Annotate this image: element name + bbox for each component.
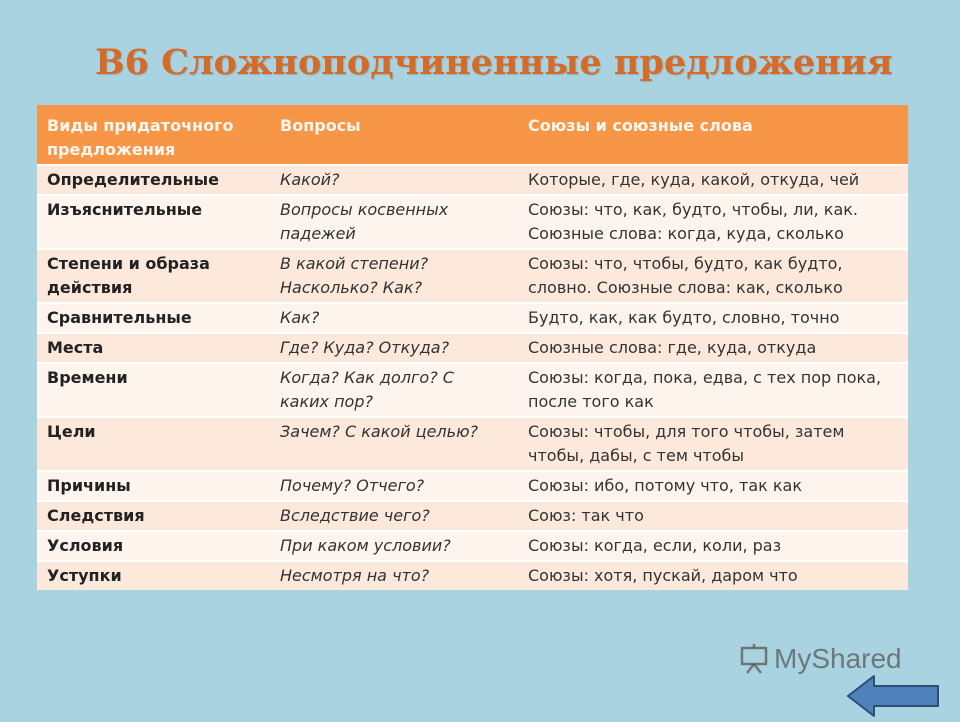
question-cell: Когда? Как долго? С каких пор? — [270, 363, 518, 417]
table-row — [37, 303, 908, 333]
question-cell: Почему? Отчего? — [270, 471, 518, 501]
question-cell: Какой? — [270, 165, 518, 195]
clause-type-cell: Причины — [37, 471, 270, 501]
clause-type-cell: Уступки — [37, 561, 270, 590]
table-header-row — [37, 105, 908, 165]
question-cell: В какой степени? Насколько? Как? — [270, 249, 518, 303]
header-conjunctions: Союзы и союзные слова — [518, 105, 908, 165]
watermark-text: MyShared — [774, 643, 902, 674]
conjunctions-cell: Союз: так что — [518, 501, 908, 531]
table-row — [37, 249, 908, 303]
conjunctions-cell: Которые, где, куда, какой, откуда, чей — [518, 165, 908, 195]
conjunctions-cell: Союзы: хотя, пускай, даром что — [518, 561, 908, 590]
table-row — [37, 333, 908, 363]
table-row — [37, 363, 908, 417]
clause-type-cell: Условия — [37, 531, 270, 561]
back-button[interactable] — [846, 674, 940, 718]
presentation-icon — [740, 644, 768, 674]
table-row — [37, 195, 908, 249]
clause-type-cell: Времени — [37, 363, 270, 417]
header-questions: Вопросы — [270, 105, 518, 165]
table-row — [37, 531, 908, 561]
question-cell: Вопросы косвенных падежей — [270, 195, 518, 249]
conjunctions-cell: Союзы: когда, пока, едва, с тех пор пока, после того как — [518, 363, 908, 417]
clause-type-cell: Следствия — [37, 501, 270, 531]
table-row — [37, 417, 908, 471]
conjunctions-cell: Союзы: что, как, будто, чтобы, ли, как. Союзные слова: когда, куда, сколько — [518, 195, 908, 249]
watermark — [740, 643, 902, 675]
clause-types-table — [37, 105, 908, 590]
clause-type-cell: Степени и образа действия — [37, 249, 270, 303]
conjunctions-cell: Союзные слова: где, куда, откуда — [518, 333, 908, 363]
table-row — [37, 471, 908, 501]
question-cell: Как? — [270, 303, 518, 333]
clause-type-cell: Изъяснительные — [37, 195, 270, 249]
table-row — [37, 165, 908, 195]
conjunctions-cell: Будто, как, как будто, словно, точно — [518, 303, 908, 333]
conjunctions-cell: Союзы: чтобы, для того чтобы, затем чтобы, дабы, с тем чтобы — [518, 417, 908, 471]
conjunctions-cell: Союзы: когда, если, коли, раз — [518, 531, 908, 561]
conjunctions-cell: Союзы: что, чтобы, будто, как будто, словно. Союзные слова: как, сколько — [518, 249, 908, 303]
question-cell: Несмотря на что? — [270, 561, 518, 590]
table-row — [37, 501, 908, 531]
header-clause-type: Виды придаточного предложения — [37, 105, 270, 165]
question-cell: Где? Куда? Откуда? — [270, 333, 518, 363]
clause-type-cell: Цели — [37, 417, 270, 471]
arrow-left-icon — [846, 674, 940, 718]
question-cell: Вследствие чего? — [270, 501, 518, 531]
slide-title: В6 Сложноподчиненные предложения — [95, 42, 893, 83]
question-cell: Зачем? С какой целью? — [270, 417, 518, 471]
table-row — [37, 561, 908, 590]
conjunctions-cell: Союзы: ибо, потому что, так как — [518, 471, 908, 501]
clause-type-cell: Места — [37, 333, 270, 363]
clause-type-cell: Сравнительные — [37, 303, 270, 333]
clause-type-cell: Определительные — [37, 165, 270, 195]
question-cell: При каком условии? — [270, 531, 518, 561]
